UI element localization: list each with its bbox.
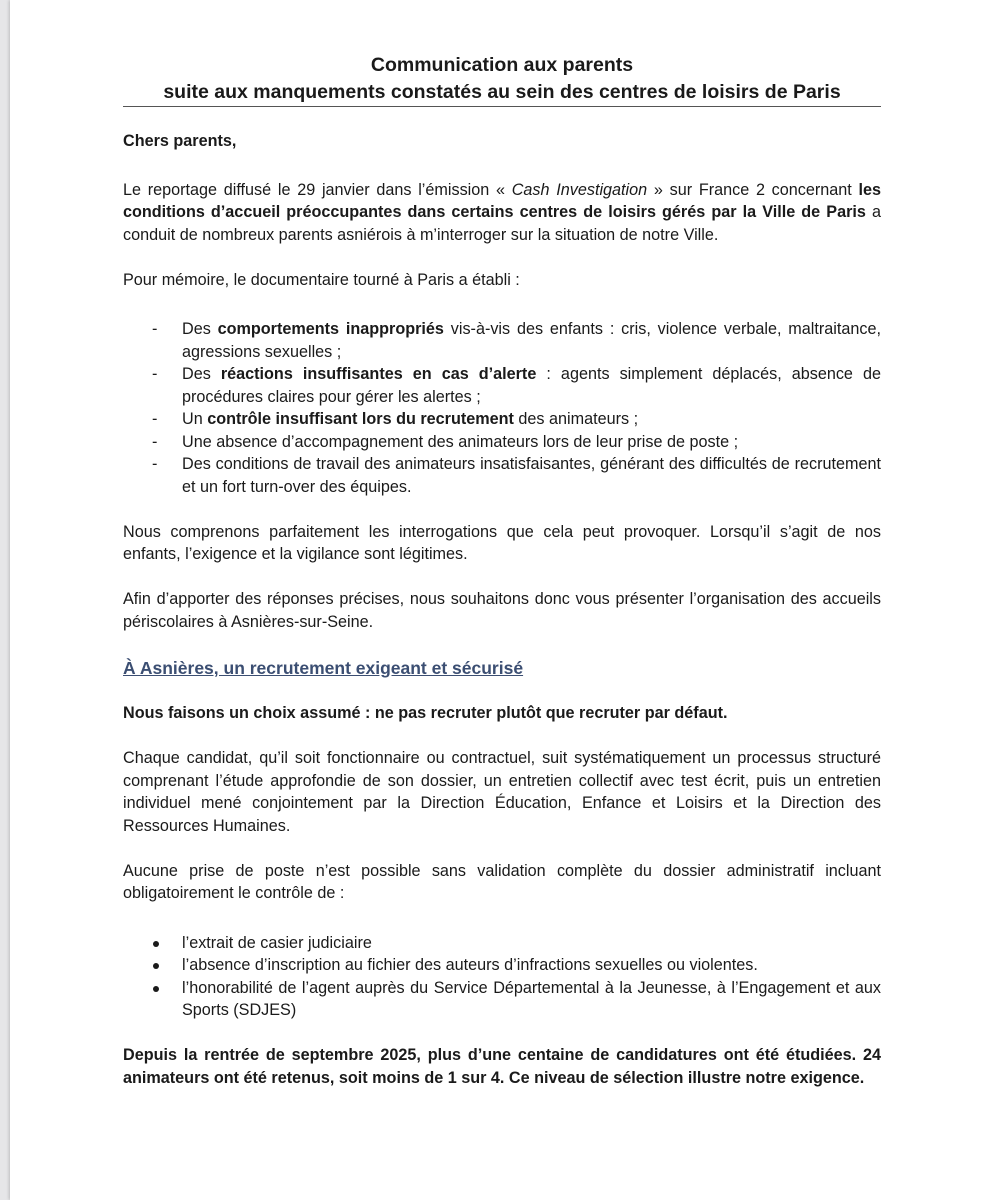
bullet-icon xyxy=(153,963,159,969)
bullet-icon xyxy=(153,986,159,992)
dash-marker: - xyxy=(152,410,158,428)
process-paragraph: Chaque candidat, qu’il soit fonctionnaire ou contractuel, suit systématiquement un processus structuré comprenant l’étude approfondie de son dossier, un entretien collectif avec test écrit, puis un entretien individuel mené conjointement par la Direction Éducation, Enfance et Loisirs et la Direction des Ressources Humaines. xyxy=(123,749,881,835)
conclusion-paragraph: Depuis la rentrée de septembre 2025, plus d’une centaine de candidatures ont été étudiées. 24 animateurs ont été retenus, soit moins de 1 sur 4. Ce niveau de sélection illustre notre exigence. xyxy=(123,1046,881,1087)
findings-item: - Une absence d’accompagnement des animateurs lors de leur prise de poste ; xyxy=(123,431,881,454)
dash-marker: - xyxy=(152,455,158,473)
intro-emphasis: les conditions d’accueil préoccupantes dans certains centres de loisirs gérés par la Ville de Paris xyxy=(123,180,882,221)
choice-statement: Nous faisons un choix assumé : ne pas recruter plutôt que recruter par défaut. xyxy=(123,704,728,722)
dash-marker: - xyxy=(152,320,158,338)
checks-item: l’extrait de casier judiciaire xyxy=(123,932,881,955)
section-heading: À Asnières, un recrutement exigeant et sécurisé xyxy=(123,658,524,678)
intro-paragraph: Le reportage diffusé le 29 janvier dans l’émission « Cash Investigation » sur France 2 concernant les conditions d’accueil préoccupantes dans certains centres de loisirs gérés par la Ville de Paris a conduit de nombreux parents asniérois à m’interroger sur la situation de notre Ville. xyxy=(123,180,882,244)
dash-marker: - xyxy=(152,432,158,451)
findings-list xyxy=(123,318,881,498)
dash-marker: - xyxy=(152,365,158,383)
checks-list xyxy=(123,932,881,1022)
validation-paragraph: Aucune prise de poste n’est possible sans validation complète du dossier administratif incluant obligatoirement le contrôle de : xyxy=(123,861,881,902)
title-line-1: Communication aux parents xyxy=(370,54,634,76)
understanding-paragraph: Nous comprenons parfaitement les interrogations que cela peut provoquer. Lorsqu’il s’agit de nos enfants, l’exigence et la vigilance sont légitimes. xyxy=(123,522,881,563)
title-line-2: suite aux manquements constatés au sein des centres de loisirs de Paris xyxy=(163,81,841,103)
findings-item: - Un contrôle insuffisant lors du recrutement des animateurs ; xyxy=(123,408,881,431)
show-name: Cash Investigation xyxy=(511,180,648,199)
findings-item: - Des comportements inappropriés vis-à-vis des enfants : cris, violence verbale, maltraitance, agressions sexuelles ; xyxy=(152,320,881,361)
document-body xyxy=(123,52,881,1089)
checks-item: l’honorabilité de l’agent auprès du Service Départemental à la Jeunesse, à l’Engagement et aux Sports (SDJES) xyxy=(123,977,881,1022)
greeting: Chers parents, xyxy=(123,132,237,150)
document-title xyxy=(123,52,881,107)
checks-item: l’absence d’inscription au fichier des auteurs d’infractions sexuelles ou violentes. xyxy=(123,954,881,977)
findings-item: - Des réactions insuffisantes en cas d’alerte : agents simplement déplacés, absence de procédures claires pour gérer les alertes ; xyxy=(152,365,881,406)
bullet-icon xyxy=(153,941,159,947)
document-page xyxy=(10,0,994,1200)
memo-paragraph: Pour mémoire, le documentaire tourné à Paris a établi : xyxy=(123,270,520,289)
purpose-paragraph: Afin d’apporter des réponses précises, nous souhaitons donc vous présenter l’organisation des accueils périscolaires à Asnières-sur-Seine. xyxy=(123,590,881,631)
findings-item: - Des conditions de travail des animateurs insatisfaisantes, générant des difficultés de recrutement et un fort turn-over des équipes. xyxy=(152,455,881,496)
